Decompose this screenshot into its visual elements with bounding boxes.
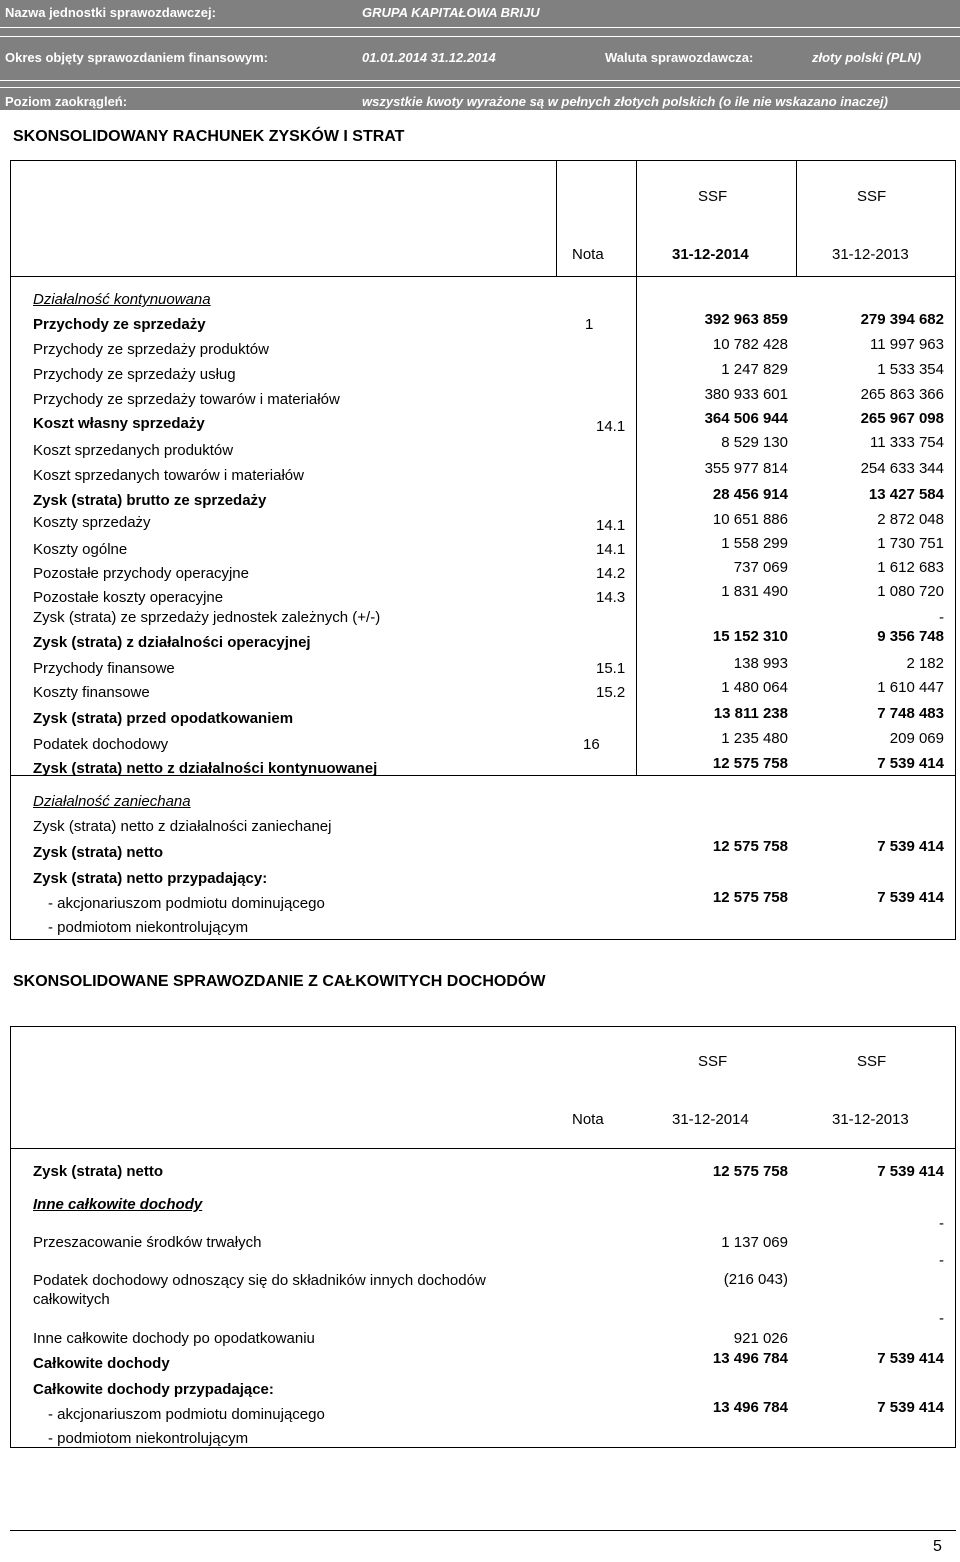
row-label: Zysk (strata) przed opodatkowaniem — [33, 710, 294, 727]
column-standard-2: SSF — [857, 1053, 887, 1070]
row-value-2013: 7 539 414 — [877, 838, 944, 855]
row-value-2014: 12 575 758 — [712, 755, 788, 772]
column-date-2: 31-12-2013 — [832, 246, 909, 263]
row-value-2014: 138 993 — [733, 655, 788, 672]
rounding-label: Poziom zaokrągleń: — [5, 94, 128, 109]
column-standard-1: SSF — [698, 1053, 728, 1070]
row-value-2013: 1 610 447 — [877, 679, 944, 696]
table-divider — [636, 160, 637, 276]
row-note: 14.2 — [596, 565, 626, 582]
row-value-2013: 7 539 414 — [877, 1350, 944, 1367]
row-value-2013: 1 612 683 — [877, 559, 944, 576]
row-value-2014: 12 575 758 — [712, 889, 788, 906]
report-header — [0, 0, 960, 110]
row-value-2014: 380 933 601 — [704, 386, 788, 403]
row-label: Podatek dochodowy — [33, 736, 169, 753]
period-label: Okres objęty sprawozdaniem finansowym: — [5, 50, 268, 65]
row-label: Zysk (strata) ze sprzedaży jednostek zależnych (+/-) — [33, 609, 381, 626]
row-value-2014: 355 977 814 — [704, 460, 788, 477]
row-label: - podmiotom niekontrolującym — [48, 919, 249, 936]
row-value-2014: 10 651 886 — [712, 511, 788, 528]
row-value-2013: - — [939, 1215, 944, 1232]
row-value-2013: 265 967 098 — [860, 410, 944, 427]
row-label: Koszt sprzedanych produktów — [33, 442, 234, 459]
row-label: - akcjonariuszom podmiotu dominującego — [48, 895, 325, 912]
row-value-2014: 15 152 310 — [712, 628, 788, 645]
entity-value: GRUPA KAPITAŁOWA BRIJU — [362, 5, 540, 20]
row-label: Przychody ze sprzedaży usług — [33, 366, 236, 383]
row-value-2013: 7 539 414 — [877, 1163, 944, 1180]
row-note: 1 — [585, 316, 594, 333]
row-value-2014: 392 963 859 — [704, 311, 788, 328]
row-value-2013: - — [939, 609, 944, 626]
row-value-2013: 279 394 682 — [860, 311, 944, 328]
row-note: 16 — [583, 736, 600, 753]
table-divider — [10, 276, 956, 277]
table-divider — [636, 276, 637, 775]
row-value-2014: 1 247 829 — [721, 361, 788, 378]
column-note-header: Nota — [572, 1111, 604, 1128]
row-value-2013: - — [939, 1310, 944, 1327]
row-value-2013: 7 539 414 — [877, 889, 944, 906]
row-value-2014: 12 575 758 — [712, 1163, 788, 1180]
row-value-2014: 737 069 — [733, 559, 788, 576]
row-value-2013: 7 539 414 — [877, 755, 944, 772]
row-value-2013: 1 533 354 — [877, 361, 944, 378]
row-label: Zysk (strata) netto — [33, 1163, 164, 1180]
row-label: Zysk (strata) netto — [33, 844, 164, 861]
row-label: Koszt własny sprzedaży — [33, 415, 205, 432]
row-note: 14.3 — [596, 589, 626, 606]
row-label: Przychody ze sprzedaży produktów — [33, 341, 269, 358]
row-value-2014: 1 558 299 — [721, 535, 788, 552]
comprehensive-income-title: SKONSOLIDOWANE SPRAWOZDANIE Z CAŁKOWITYCH DOCHODÓW — [13, 973, 546, 990]
footer-rule — [10, 1530, 956, 1531]
row-value-2014: 13 496 784 — [712, 1399, 788, 1416]
row-value-2013: 7 539 414 — [877, 1399, 944, 1416]
header-divider — [0, 80, 960, 81]
row-value-2014: 10 782 428 — [712, 336, 788, 353]
row-value-2013: 9 356 748 — [877, 628, 944, 645]
page-number: 5 — [933, 1538, 942, 1555]
row-value-2013: - — [939, 1252, 944, 1269]
row-label-continued: całkowitych — [33, 1291, 110, 1308]
row-label: Pozostałe koszty operacyjne — [33, 589, 224, 606]
row-note: 14.1 — [596, 541, 626, 558]
table-divider — [10, 1148, 956, 1149]
row-label: Zysk (strata) z działalności operacyjnej — [33, 634, 311, 651]
row-value-2013: 2 182 — [906, 655, 944, 672]
row-value-2014: 13 811 238 — [713, 705, 788, 722]
row-label: Zysk (strata) netto z działalności zaniechanej — [33, 818, 332, 835]
row-value-2013: 2 872 048 — [877, 511, 944, 528]
row-value-2014: (216 043) — [723, 1271, 788, 1288]
section-label: Działalność kontynuowana — [33, 291, 211, 308]
row-value-2013: 265 863 366 — [860, 386, 944, 403]
row-note: 15.1 — [596, 660, 626, 677]
row-label: Zysk (strata) netto z działalności kontynuowanej — [33, 760, 378, 777]
column-standard-2: SSF — [857, 188, 887, 205]
column-note-header: Nota — [572, 246, 604, 263]
header-divider — [0, 27, 960, 28]
income-statement-title: SKONSOLIDOWANY RACHUNEK ZYSKÓW I STRAT — [13, 128, 405, 145]
row-value-2014: 1 480 064 — [721, 679, 788, 696]
row-label: Zysk (strata) brutto ze sprzedaży — [33, 492, 267, 509]
row-label: Koszty ogólne — [33, 541, 128, 558]
row-value-2014: 1 831 490 — [721, 583, 788, 600]
currency-label: Waluta sprawozdawcza: — [605, 50, 754, 65]
rounding-value: wszystkie kwoty wyrażone są w pełnych złotych polskich (o ile nie wskazano inaczej) — [362, 94, 888, 109]
entity-label: Nazwa jednostki sprawozdawczej: — [5, 5, 216, 20]
row-label: Całkowite dochody przypadające: — [33, 1381, 274, 1398]
period-value: 01.01.2014 31.12.2014 — [362, 50, 496, 65]
section-label: Inne całkowite dochody — [33, 1196, 203, 1213]
row-value-2014: 921 026 — [733, 1330, 788, 1347]
row-note: 14.1 — [596, 517, 626, 534]
row-label: Pozostałe przychody operacyjne — [33, 565, 249, 582]
row-label: Przeszacowanie środków trwałych — [33, 1234, 262, 1251]
row-label: - podmiotom niekontrolującym — [48, 1430, 249, 1447]
column-date-1: 31-12-2014 — [672, 246, 749, 263]
row-value-2013: 11 997 963 — [870, 336, 944, 353]
row-label: Koszty finansowe — [33, 684, 150, 701]
row-value-2013: 209 069 — [889, 730, 944, 747]
row-note: 14.1 — [596, 418, 626, 435]
row-value-2014: 12 575 758 — [712, 838, 788, 855]
row-label: Zysk (strata) netto przypadający: — [33, 870, 268, 887]
column-date-2: 31-12-2013 — [832, 1111, 909, 1128]
row-label: Przychody ze sprzedaży — [33, 316, 206, 333]
row-label: - akcjonariuszom podmiotu dominującego — [48, 1406, 325, 1423]
header-divider — [0, 87, 960, 88]
row-label: Koszty sprzedaży — [33, 514, 151, 531]
row-value-2014: 13 496 784 — [712, 1350, 788, 1367]
table-divider — [556, 160, 557, 276]
row-value-2013: 13 427 584 — [868, 486, 944, 503]
row-value-2014: 364 506 944 — [704, 410, 788, 427]
row-value-2014: 1 235 480 — [721, 730, 788, 747]
row-label: Przychody finansowe — [33, 660, 175, 677]
header-divider — [0, 36, 960, 37]
row-label: Koszt sprzedanych towarów i materiałów — [33, 467, 304, 484]
row-value-2013: 1 080 720 — [877, 583, 944, 600]
row-label: Przychody ze sprzedaży towarów i materiałów — [33, 391, 340, 408]
row-label: Inne całkowite dochody po opodatkowaniu — [33, 1330, 315, 1347]
row-value-2014: 8 529 130 — [721, 434, 788, 451]
row-value-2013: 1 730 751 — [877, 535, 944, 552]
section-label: Działalność zaniechana — [33, 793, 191, 810]
row-value-2013: 254 633 344 — [860, 460, 944, 477]
row-value-2013: 11 333 754 — [870, 434, 944, 451]
row-label: Podatek dochodowy odnoszący się do składników innych dochodów — [33, 1272, 486, 1289]
column-standard-1: SSF — [698, 188, 728, 205]
row-value-2014: 28 456 914 — [712, 486, 788, 503]
row-value-2013: 7 748 483 — [877, 705, 944, 722]
currency-value: złoty polski (PLN) — [812, 50, 922, 65]
row-note: 15.2 — [596, 684, 626, 701]
column-date-1: 31-12-2014 — [672, 1111, 749, 1128]
row-value-2014: 1 137 069 — [721, 1234, 788, 1251]
table-divider — [796, 160, 797, 276]
row-label: Całkowite dochody — [33, 1355, 170, 1372]
